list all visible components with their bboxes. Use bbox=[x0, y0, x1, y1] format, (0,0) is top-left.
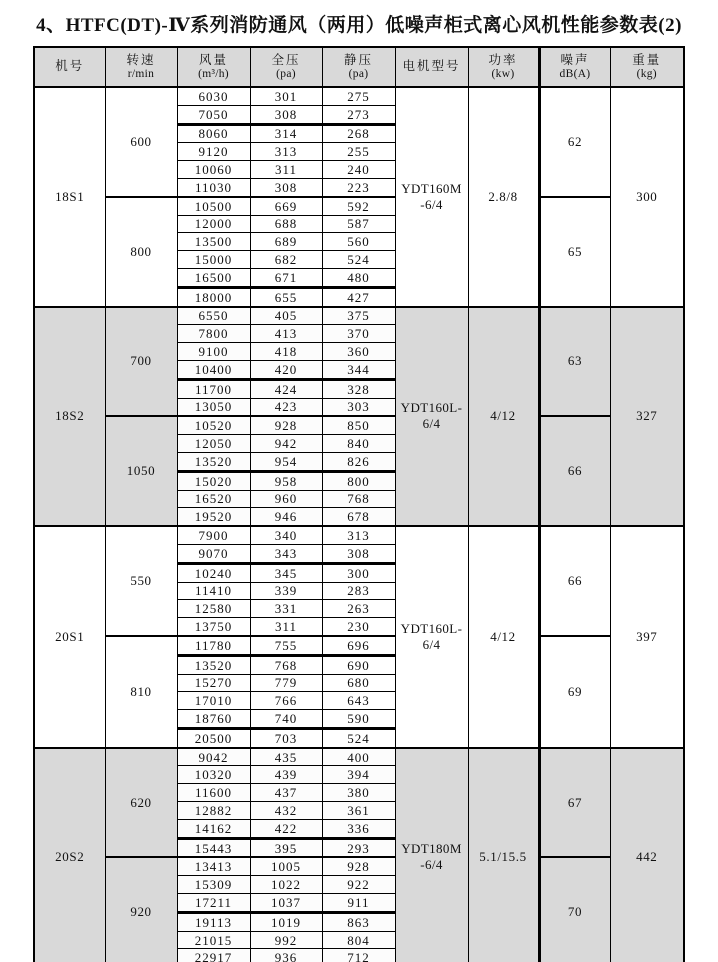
speed-cell: 550 bbox=[105, 526, 177, 636]
total-pressure-cell: 954 bbox=[250, 452, 322, 471]
total-pressure-cell: 439 bbox=[250, 766, 322, 784]
fan-model-cell: 20S1 bbox=[34, 526, 105, 748]
total-pressure-cell: 766 bbox=[250, 692, 322, 710]
air-flow-cell: 18000 bbox=[177, 287, 250, 306]
static-pressure-cell: 524 bbox=[322, 728, 395, 747]
motor-model-cell bbox=[395, 87, 468, 307]
section-20S1 bbox=[34, 526, 684, 748]
air-flow-cell: 11410 bbox=[177, 582, 250, 600]
air-flow-cell: 15443 bbox=[177, 838, 250, 857]
total-pressure-cell: 301 bbox=[250, 87, 322, 105]
total-pressure-cell: 314 bbox=[250, 124, 322, 143]
static-pressure-cell: 380 bbox=[322, 784, 395, 802]
static-pressure-cell: 524 bbox=[322, 251, 395, 269]
motor-model-line: -6/4 bbox=[420, 857, 443, 873]
header-unit: (pa) bbox=[348, 68, 369, 81]
air-flow-cell: 15000 bbox=[177, 251, 250, 269]
static-pressure-cell: 560 bbox=[322, 233, 395, 251]
air-flow-cell: 19520 bbox=[177, 508, 250, 526]
fan-model-cell: 20S2 bbox=[34, 748, 105, 962]
air-flow-cell: 22917 bbox=[177, 949, 250, 962]
header-motor-model bbox=[395, 47, 468, 87]
header-label: 机号 bbox=[55, 59, 85, 74]
static-pressure-cell: 427 bbox=[322, 287, 395, 306]
total-pressure-cell: 395 bbox=[250, 838, 322, 857]
weight-cell: 300 bbox=[610, 87, 684, 307]
noise-cell: 67 bbox=[539, 748, 610, 858]
motor-model-line: YDT180M bbox=[401, 841, 462, 857]
air-flow-cell: 12000 bbox=[177, 215, 250, 233]
total-pressure-cell: 688 bbox=[250, 215, 322, 233]
header-label: 重量 bbox=[632, 52, 662, 67]
air-flow-cell: 9120 bbox=[177, 143, 250, 161]
noise-cell: 66 bbox=[539, 526, 610, 636]
air-flow-cell: 17211 bbox=[177, 894, 250, 913]
air-flow-cell: 6030 bbox=[177, 87, 250, 105]
static-pressure-cell: 678 bbox=[322, 508, 395, 526]
noise-cell: 70 bbox=[539, 857, 610, 962]
motor-model-cell bbox=[395, 748, 468, 962]
air-flow-cell: 10520 bbox=[177, 416, 250, 434]
static-pressure-cell: 911 bbox=[322, 894, 395, 913]
motor-model-line: -6/4 bbox=[420, 196, 443, 212]
total-pressure-cell: 313 bbox=[250, 143, 322, 161]
noise-cell: 65 bbox=[539, 197, 610, 307]
static-pressure-cell: 273 bbox=[322, 105, 395, 124]
total-pressure-cell: 936 bbox=[250, 949, 322, 962]
speed-cell: 600 bbox=[105, 87, 177, 197]
total-pressure-cell: 655 bbox=[250, 287, 322, 306]
total-pressure-cell: 928 bbox=[250, 416, 322, 434]
total-pressure-cell: 755 bbox=[250, 636, 322, 655]
motor-model-cell bbox=[395, 526, 468, 748]
air-flow-cell: 10060 bbox=[177, 161, 250, 179]
table-row bbox=[34, 197, 684, 215]
header-label: 风量 bbox=[198, 52, 228, 67]
static-pressure-cell: 293 bbox=[322, 838, 395, 857]
air-flow-cell: 11030 bbox=[177, 178, 250, 196]
air-flow-cell: 11700 bbox=[177, 379, 250, 398]
total-pressure-cell: 960 bbox=[250, 490, 322, 508]
air-flow-cell: 13050 bbox=[177, 398, 250, 416]
speed-cell: 1050 bbox=[105, 416, 177, 526]
static-pressure-cell: 587 bbox=[322, 215, 395, 233]
static-pressure-cell: 344 bbox=[322, 360, 395, 379]
motor-model-line: YDT160L- bbox=[400, 400, 463, 416]
total-pressure-cell: 1022 bbox=[250, 876, 322, 894]
total-pressure-cell: 418 bbox=[250, 343, 322, 361]
header-label: 功率 bbox=[488, 52, 518, 67]
table-row bbox=[34, 748, 684, 766]
air-flow-cell: 9100 bbox=[177, 343, 250, 361]
air-flow-cell: 16500 bbox=[177, 268, 250, 287]
static-pressure-cell: 690 bbox=[322, 655, 395, 674]
air-flow-cell: 15270 bbox=[177, 674, 250, 692]
header-power bbox=[468, 47, 539, 87]
total-pressure-cell: 339 bbox=[250, 582, 322, 600]
total-pressure-cell: 311 bbox=[250, 161, 322, 179]
static-pressure-cell: 480 bbox=[322, 268, 395, 287]
air-flow-cell: 10240 bbox=[177, 563, 250, 582]
speed-cell: 810 bbox=[105, 636, 177, 748]
static-pressure-cell: 768 bbox=[322, 490, 395, 508]
page-title: 4、HTFC(DT)-Ⅳ系列消防通风（两用）低噪声柜式离心风机性能参数表(2) bbox=[36, 15, 682, 36]
header-unit: (kw) bbox=[491, 68, 515, 81]
static-pressure-cell: 240 bbox=[322, 161, 395, 179]
motor-model-line: YDT160L- bbox=[400, 620, 463, 636]
static-pressure-cell: 313 bbox=[322, 526, 395, 544]
total-pressure-cell: 946 bbox=[250, 508, 322, 526]
static-pressure-cell: 800 bbox=[322, 471, 395, 490]
air-flow-cell: 17010 bbox=[177, 692, 250, 710]
static-pressure-cell: 283 bbox=[322, 582, 395, 600]
total-pressure-cell: 345 bbox=[250, 563, 322, 582]
total-pressure-cell: 703 bbox=[250, 728, 322, 747]
weight-cell: 327 bbox=[610, 307, 684, 527]
static-pressure-cell: 308 bbox=[322, 544, 395, 563]
header-total-pressure bbox=[250, 47, 322, 87]
static-pressure-cell: 275 bbox=[322, 87, 395, 105]
total-pressure-cell: 331 bbox=[250, 600, 322, 618]
static-pressure-cell: 370 bbox=[322, 325, 395, 343]
total-pressure-cell: 422 bbox=[250, 819, 322, 838]
total-pressure-cell: 1019 bbox=[250, 912, 322, 931]
header-label: 电机型号 bbox=[402, 59, 461, 74]
total-pressure-cell: 423 bbox=[250, 398, 322, 416]
section-20S2 bbox=[34, 748, 684, 962]
total-pressure-cell: 958 bbox=[250, 471, 322, 490]
air-flow-cell: 16520 bbox=[177, 490, 250, 508]
air-flow-cell: 8060 bbox=[177, 124, 250, 143]
total-pressure-cell: 413 bbox=[250, 325, 322, 343]
air-flow-cell: 6550 bbox=[177, 307, 250, 325]
header-unit: (m³/h) bbox=[198, 68, 229, 81]
power-cell: 2.8/8 bbox=[468, 87, 539, 307]
speed-cell: 620 bbox=[105, 748, 177, 858]
static-pressure-cell: 863 bbox=[322, 912, 395, 931]
header-speed bbox=[105, 47, 177, 87]
motor-model-line: 6/4 bbox=[422, 636, 441, 652]
fan-model-cell: 18S1 bbox=[34, 87, 105, 307]
total-pressure-cell: 311 bbox=[250, 618, 322, 636]
total-pressure-cell: 435 bbox=[250, 748, 322, 766]
static-pressure-cell: 590 bbox=[322, 710, 395, 729]
static-pressure-cell: 804 bbox=[322, 931, 395, 949]
total-pressure-cell: 424 bbox=[250, 379, 322, 398]
static-pressure-cell: 840 bbox=[322, 435, 395, 453]
total-pressure-cell: 992 bbox=[250, 931, 322, 949]
air-flow-cell: 12882 bbox=[177, 802, 250, 820]
static-pressure-cell: 303 bbox=[322, 398, 395, 416]
air-flow-cell: 9042 bbox=[177, 748, 250, 766]
static-pressure-cell: 361 bbox=[322, 802, 395, 820]
noise-cell: 66 bbox=[539, 416, 610, 526]
static-pressure-cell: 375 bbox=[322, 307, 395, 325]
table-row bbox=[34, 416, 684, 434]
noise-cell: 69 bbox=[539, 636, 610, 748]
total-pressure-cell: 432 bbox=[250, 802, 322, 820]
air-flow-cell: 10500 bbox=[177, 197, 250, 215]
static-pressure-cell: 328 bbox=[322, 379, 395, 398]
header-row bbox=[34, 47, 684, 87]
total-pressure-cell: 437 bbox=[250, 784, 322, 802]
air-flow-cell: 7900 bbox=[177, 526, 250, 544]
total-pressure-cell: 682 bbox=[250, 251, 322, 269]
total-pressure-cell: 343 bbox=[250, 544, 322, 563]
table-row bbox=[34, 526, 684, 544]
static-pressure-cell: 696 bbox=[322, 636, 395, 655]
total-pressure-cell: 669 bbox=[250, 197, 322, 215]
air-flow-cell: 9070 bbox=[177, 544, 250, 563]
static-pressure-cell: 680 bbox=[322, 674, 395, 692]
total-pressure-cell: 779 bbox=[250, 674, 322, 692]
header-air-flow bbox=[177, 47, 250, 87]
total-pressure-cell: 768 bbox=[250, 655, 322, 674]
static-pressure-cell: 826 bbox=[322, 452, 395, 471]
weight-cell: 442 bbox=[610, 748, 684, 962]
static-pressure-cell: 928 bbox=[322, 857, 395, 875]
speed-cell: 700 bbox=[105, 307, 177, 417]
speed-cell: 920 bbox=[105, 857, 177, 962]
header-model bbox=[34, 47, 105, 87]
power-cell: 4/12 bbox=[468, 526, 539, 748]
static-pressure-cell: 850 bbox=[322, 416, 395, 434]
air-flow-cell: 15309 bbox=[177, 876, 250, 894]
total-pressure-cell: 340 bbox=[250, 526, 322, 544]
motor-model-line: YDT160M bbox=[401, 180, 462, 196]
header-label: 转速 bbox=[126, 52, 156, 67]
static-pressure-cell: 300 bbox=[322, 563, 395, 582]
noise-cell: 62 bbox=[539, 87, 610, 197]
air-flow-cell: 13520 bbox=[177, 655, 250, 674]
static-pressure-cell: 360 bbox=[322, 343, 395, 361]
air-flow-cell: 11600 bbox=[177, 784, 250, 802]
fan-performance-table bbox=[33, 46, 685, 962]
static-pressure-cell: 394 bbox=[322, 766, 395, 784]
static-pressure-cell: 922 bbox=[322, 876, 395, 894]
header-unit: (kg) bbox=[636, 68, 657, 81]
total-pressure-cell: 671 bbox=[250, 268, 322, 287]
static-pressure-cell: 592 bbox=[322, 197, 395, 215]
table-header bbox=[34, 47, 684, 87]
static-pressure-cell: 268 bbox=[322, 124, 395, 143]
table-row bbox=[34, 857, 684, 875]
air-flow-cell: 13750 bbox=[177, 618, 250, 636]
header-weight bbox=[610, 47, 684, 87]
total-pressure-cell: 308 bbox=[250, 178, 322, 196]
total-pressure-cell: 308 bbox=[250, 105, 322, 124]
static-pressure-cell: 263 bbox=[322, 600, 395, 618]
static-pressure-cell: 400 bbox=[322, 748, 395, 766]
fan-model-cell: 18S2 bbox=[34, 307, 105, 527]
total-pressure-cell: 689 bbox=[250, 233, 322, 251]
static-pressure-cell: 230 bbox=[322, 618, 395, 636]
air-flow-cell: 12050 bbox=[177, 435, 250, 453]
air-flow-cell: 21015 bbox=[177, 931, 250, 949]
air-flow-cell: 13500 bbox=[177, 233, 250, 251]
table-row bbox=[34, 636, 684, 655]
header-unit: dB(A) bbox=[559, 68, 591, 81]
air-flow-cell: 18760 bbox=[177, 710, 250, 729]
total-pressure-cell: 942 bbox=[250, 435, 322, 453]
total-pressure-cell: 1005 bbox=[250, 857, 322, 875]
table-row bbox=[34, 307, 684, 325]
static-pressure-cell: 643 bbox=[322, 692, 395, 710]
section-18S2 bbox=[34, 307, 684, 527]
static-pressure-cell: 336 bbox=[322, 819, 395, 838]
speed-cell: 800 bbox=[105, 197, 177, 307]
total-pressure-cell: 405 bbox=[250, 307, 322, 325]
header-label: 噪声 bbox=[560, 52, 590, 67]
total-pressure-cell: 740 bbox=[250, 710, 322, 729]
table-row bbox=[34, 87, 684, 105]
air-flow-cell: 13413 bbox=[177, 857, 250, 875]
total-pressure-cell: 420 bbox=[250, 360, 322, 379]
header-label: 静压 bbox=[343, 52, 373, 67]
power-cell: 5.1/15.5 bbox=[468, 748, 539, 962]
air-flow-cell: 10320 bbox=[177, 766, 250, 784]
noise-cell: 63 bbox=[539, 307, 610, 417]
power-cell: 4/12 bbox=[468, 307, 539, 527]
total-pressure-cell: 1037 bbox=[250, 894, 322, 913]
header-static-pressure bbox=[322, 47, 395, 87]
motor-model-line: 6/4 bbox=[422, 416, 441, 432]
air-flow-cell: 10400 bbox=[177, 360, 250, 379]
air-flow-cell: 15020 bbox=[177, 471, 250, 490]
section-18S1 bbox=[34, 87, 684, 307]
air-flow-cell: 13520 bbox=[177, 452, 250, 471]
air-flow-cell: 19113 bbox=[177, 912, 250, 931]
air-flow-cell: 7050 bbox=[177, 105, 250, 124]
weight-cell: 397 bbox=[610, 526, 684, 748]
static-pressure-cell: 223 bbox=[322, 178, 395, 196]
header-unit: (pa) bbox=[276, 68, 296, 81]
air-flow-cell: 14162 bbox=[177, 819, 250, 838]
air-flow-cell: 11780 bbox=[177, 636, 250, 655]
air-flow-cell: 7800 bbox=[177, 325, 250, 343]
air-flow-cell: 12580 bbox=[177, 600, 250, 618]
header-unit: r/min bbox=[127, 68, 155, 81]
header-label: 全压 bbox=[271, 52, 301, 67]
air-flow-cell: 20500 bbox=[177, 728, 250, 747]
static-pressure-cell: 712 bbox=[322, 949, 395, 962]
header-noise bbox=[539, 47, 610, 87]
static-pressure-cell: 255 bbox=[322, 143, 395, 161]
motor-model-cell bbox=[395, 307, 468, 527]
